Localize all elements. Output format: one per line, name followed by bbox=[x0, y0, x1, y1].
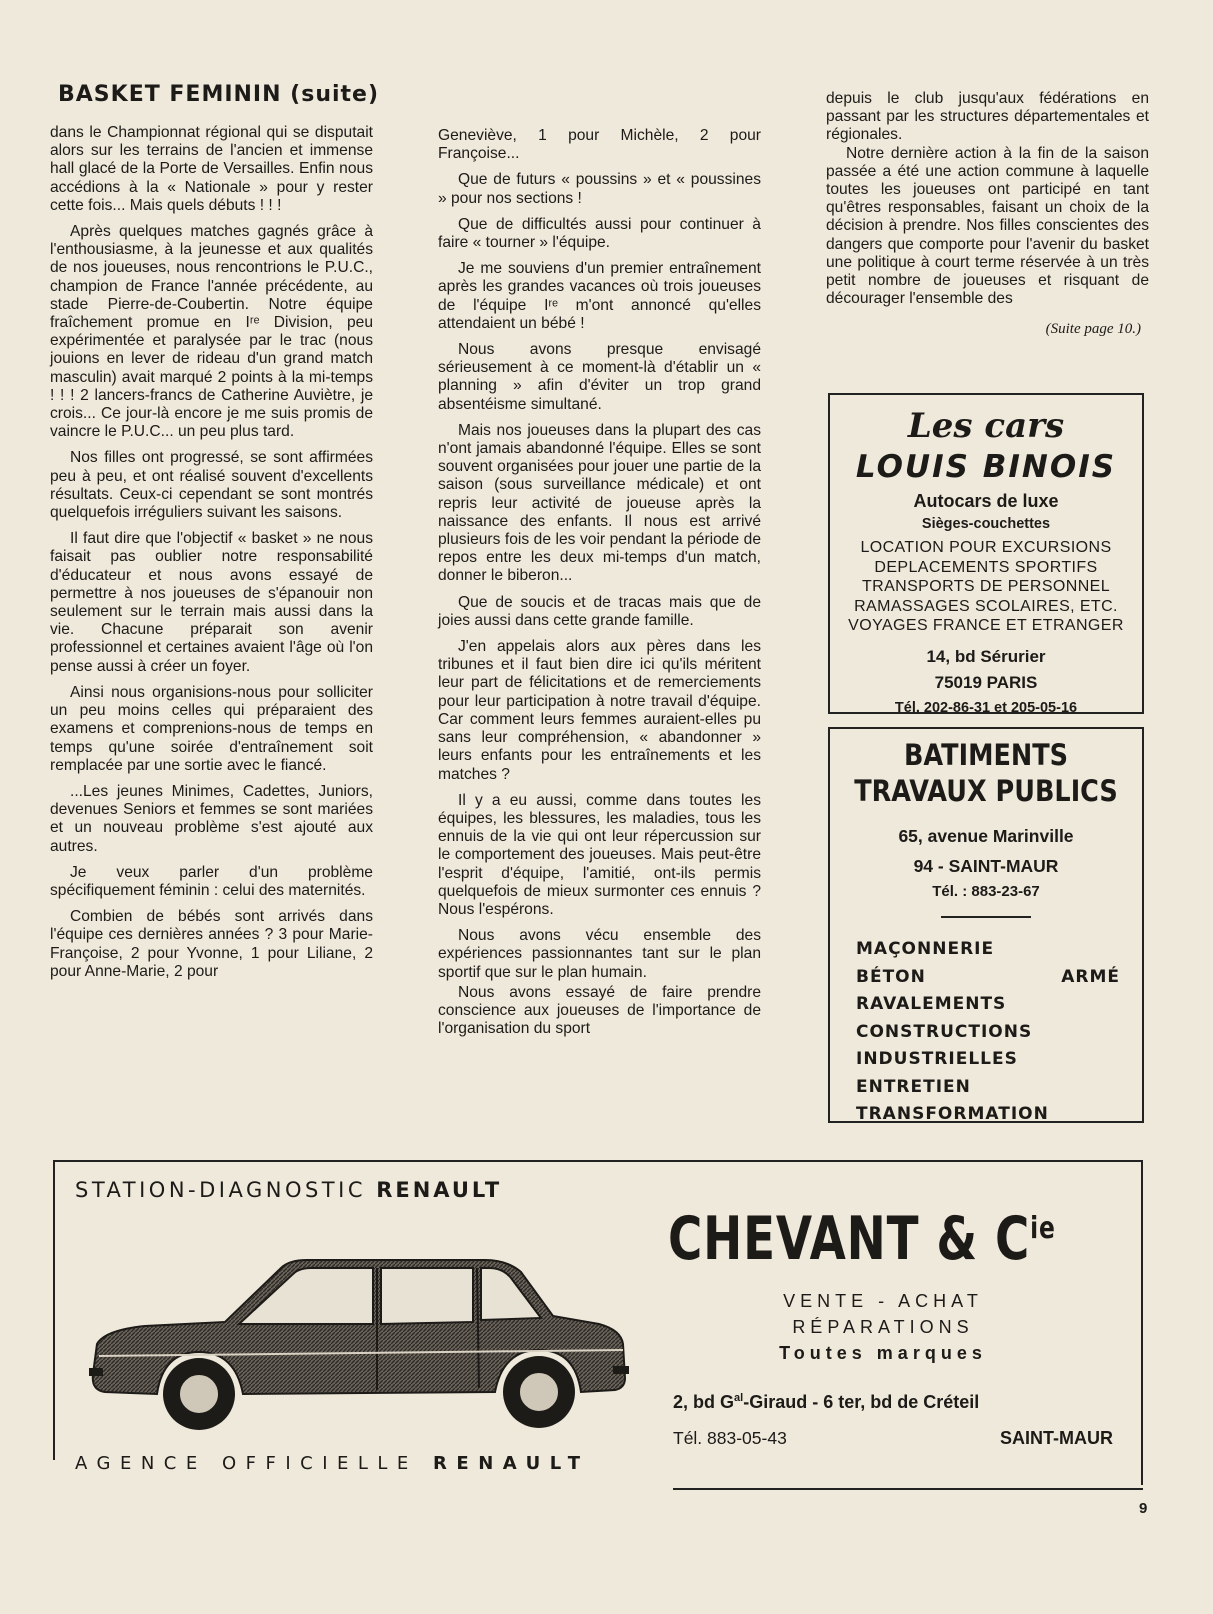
list-item: TRANSFORMATION bbox=[856, 1104, 1049, 1124]
address-part: 2, bd G bbox=[673, 1392, 735, 1412]
list-item: DEPLACEMENTS SPORTIFS bbox=[874, 558, 1098, 576]
paragraph: Je me souviens d'un premier entraînement après les grandes vacances où trois joueuses de l'équipe Iʳᵉ m'ont annoncé qu'elles attendaient un bébé ! bbox=[438, 260, 761, 332]
list-item: INDUSTRIELLES bbox=[856, 1049, 1018, 1069]
service-line: Toutes marques bbox=[779, 1343, 987, 1363]
article-column-2 bbox=[438, 127, 761, 1046]
ad-address bbox=[830, 644, 1142, 696]
ad-street: 14, bd Sérurier bbox=[926, 646, 1046, 666]
paragraph: Que de difficultés aussi pour continuer à faire « tourner » l'équipe. bbox=[438, 215, 761, 252]
ad-agency-heading bbox=[75, 1453, 590, 1474]
paragraph: Geneviève, 1 pour Michèle, 2 pour Françoise... bbox=[438, 127, 761, 163]
company-name-suffix: ie bbox=[1030, 1211, 1056, 1246]
ad-title bbox=[849, 737, 1124, 809]
paragraph: Il y a eu aussi, comme dans toutes les équipes, les blessures, les maladies, tous les ennuis de la vie qui ont leur répercussion sur le comportement des joueuses. Mais peut-être l'esprit d'équipe, l'amitié, ont-ils permis quelquefois de mieux surmonter ces ennuis ? Nous l'espérons. bbox=[438, 791, 761, 918]
address-part: -Giraud - 6 ter, bd de Créteil bbox=[743, 1392, 980, 1412]
service-line: VENTE - ACHAT bbox=[783, 1291, 983, 1311]
list-item: MAÇONNERIE bbox=[856, 939, 995, 959]
ad-louis-binois bbox=[828, 393, 1144, 714]
ad-tagline: Autocars de luxe bbox=[913, 491, 1059, 511]
station-label: STATION-DIAGNOSTIC bbox=[75, 1178, 366, 1202]
paragraph: Nous avons essayé de faire prendre conscience aux joueuses de l'importance de l'organisation du sport bbox=[438, 983, 761, 1038]
ad-script-title: Les cars bbox=[907, 406, 1065, 446]
paragraph: Après quelques matches gagnés grâce à l'enthousiasme, à la jeunesse et aux qualités de nos joueuses, nous rencontrions le P.U.C., champion de France l'année précédente, au stade Pierre-de-Coubertin. Notre équipe fraîchement promue en Iʳᵉ Division, peu expérimentée et paralysée par le trac (nous jouions en lever de rideau d'un grand match masculin) avait marqué 2 points à la mi-temps ! ! ! 2 lancers-francs de Catherine Auviètre, je crois... Ce jour-là encore je me suis promis de vaincre le P.U.C... un peu plus tard. bbox=[50, 223, 373, 441]
ad-phone: Tél. 883-05-43 bbox=[673, 1428, 787, 1448]
ad-services-list bbox=[830, 538, 1142, 636]
ad-title-line: BATIMENTS bbox=[903, 738, 1069, 772]
list-item: LOCATION POUR EXCURSIONS bbox=[860, 539, 1112, 556]
continued-note: (Suite page 10.) bbox=[1045, 321, 1141, 338]
list-item: VOYAGES FRANCE ET ETRANGER bbox=[848, 617, 1124, 635]
list-item: CONSTRUCTIONS bbox=[856, 1021, 1033, 1042]
paragraph: Je veux parler d'un problème spécifiquement féminin : celui des maternités. bbox=[50, 863, 373, 899]
paragraph: Combien de bébés sont arrivés dans l'équipe ces dernières années ? 3 pour Marie-Françoise, 2 pour Yvonne, 1 pour Liliane, 2 pour Anne-Marie, 2 pour bbox=[50, 908, 373, 980]
ad-company-name: LOUIS BINOIS bbox=[855, 449, 1117, 485]
paragraph: Nos filles ont progressé, se sont affirmées peu à peu, et ont réalisé souvent d'excellents résultats. Ceux-ci cependant se sont montrés quelquefois irréguliers suivant les saisons. bbox=[50, 449, 373, 522]
ad-address bbox=[673, 1392, 1123, 1413]
list-item: TRANSPORTS DE PERSONNEL bbox=[861, 578, 1111, 596]
frame-line bbox=[1141, 1160, 1143, 1485]
address-sup: al bbox=[734, 1392, 744, 1404]
paragraph: Que de futurs « poussins » et « poussines » pour nos sections ! bbox=[438, 171, 761, 207]
service-line: RÉPARATIONS bbox=[792, 1317, 974, 1337]
renault-car-illustration bbox=[75, 1232, 635, 1442]
ad-chevant bbox=[53, 1160, 1143, 1490]
ad-subtagline: Sièges-couchettes bbox=[921, 516, 1051, 532]
ad-company-name bbox=[668, 1204, 1056, 1274]
divider bbox=[941, 916, 1031, 918]
paragraph: Ainsi nous organisions-nous pour solliciter un peu moins celles qui préparaient des examens et comprenions-nous de temps en temps qu'une soirée d'entraînement soit remplacée par une sortie avec le fiancé. bbox=[50, 683, 373, 774]
ad-city: 75019 PARIS bbox=[934, 672, 1038, 692]
agency-label: AGENCE OFFICIELLE bbox=[75, 1453, 418, 1474]
paragraph: Que de soucis et de tracas mais que de joies aussi dans cette grande famille. bbox=[438, 593, 761, 629]
paragraph: depuis le club jusqu'aux fédérations en passant par les structures départementales et régionales. bbox=[826, 90, 1149, 144]
paragraph: ...Les jeunes Minimes, Cadettes, Juniors, devenues Seniors et femmes se sont mariées et un nouveau problème s'est ajouté aux autres. bbox=[50, 782, 373, 855]
page-number: 9 bbox=[1139, 1500, 1148, 1517]
list-item: RAVALEMENTS bbox=[856, 994, 1007, 1014]
ad-services-list bbox=[830, 936, 1142, 1129]
ad-phone: Tél. : 883-23-67 bbox=[932, 883, 1040, 900]
paragraph: Notre dernière action à la fin de la saison passée a été une action commune à laquelle toutes les joueuses ont participé en tant qu'êtres responsables, faisant un choix de la décision à prendre. Nos filles conscientes des dangers que comporte pour l'avenir du basket une politique à court terme réservée à un très petit nombre de joueuses et risquant de décourager l'ensemble des bbox=[826, 144, 1149, 308]
paragraph: Nous avons vécu ensemble des expériences passionnantes tant sur le plan sportif que sur le plan humain. bbox=[438, 927, 761, 981]
article-column-3 bbox=[826, 90, 1149, 339]
list-item: BÉTON ARMÉ bbox=[856, 966, 1120, 987]
list-item: ENTRETIEN bbox=[856, 1076, 971, 1097]
paragraph: dans le Championnat régional qui se disputait alors sur les terrains de l'ancien et immense hall glacé de la Porte de Versailles. Enfin nous accédions à la « Nationale » pour y rester cette fois... Mais quels débuts ! ! ! bbox=[50, 124, 373, 214]
paragraph: Mais nos joueuses dans la plupart des cas n'ont jamais abandonné l'équipe. Elles se sont souvent organisées pour jouer une partie de la saison (sous surveillance médicale) et ont repris leur activité de joueuse après la naissance des enfants. Il nous est arrivé plusieurs fois de les voir pendant la période de repos entre les deux mi-temps d'un match, donner le biberon... bbox=[438, 421, 761, 585]
paragraph: J'en appelais alors aux pères dans les tribunes et il faut bien dire ici qu'ils méritent leur part de félicitations et de remerciements pour leur participation à notre travail d'équipe. Car comment leurs femmes auraient-elles pu sans leur compréhension, « abandonner » leurs enfants pour les entraînements et les matches ? bbox=[438, 638, 761, 783]
frame-line bbox=[53, 1160, 55, 1460]
ad-station-heading bbox=[75, 1178, 502, 1202]
ad-services bbox=[753, 1288, 1013, 1366]
paragraph: Il faut dire que l'objectif « basket » ne nous faisait pas oublier notre responsabilité d'éducateur et nous avons essayé de permettre à nos joueuses de s'épanouir non seulement sur le terrain mais aussi dans la vie. Chacune préparait son avenir professionnel et certaines avaient l'âge où l'on pense aussi à créer un foyer. bbox=[50, 530, 373, 675]
ad-city: SAINT-MAUR bbox=[1000, 1428, 1113, 1448]
article-title: BASKET FEMININ (suite) bbox=[58, 82, 380, 107]
ad-city: 94 - SAINT-MAUR bbox=[913, 856, 1059, 876]
ad-street: 65, avenue Marinville bbox=[898, 826, 1074, 846]
brand-label: RENAULT bbox=[376, 1178, 503, 1202]
article-column-1 bbox=[50, 124, 373, 989]
company-name-text: CHEVANT & C bbox=[668, 1204, 1031, 1274]
frame-line bbox=[53, 1160, 1143, 1162]
ad-address bbox=[830, 821, 1142, 881]
list-item: RAMASSAGES SCOLAIRES, ETC. bbox=[854, 597, 1118, 615]
brand-label: RENAULT bbox=[433, 1453, 590, 1474]
ad-batiments-travaux-publics bbox=[828, 727, 1144, 1123]
ad-phone: Tél. 202-86-31 et 205-05-16 bbox=[894, 699, 1078, 716]
paragraph: Nous avons presque envisagé sérieusement à ce moment-là d'établir un « planning » afin d'éviter un trop grand absentéisme simultané. bbox=[438, 341, 761, 413]
frame-line bbox=[673, 1488, 1143, 1490]
ad-title-line: TRAVAUX PUBLICS bbox=[854, 774, 1118, 808]
